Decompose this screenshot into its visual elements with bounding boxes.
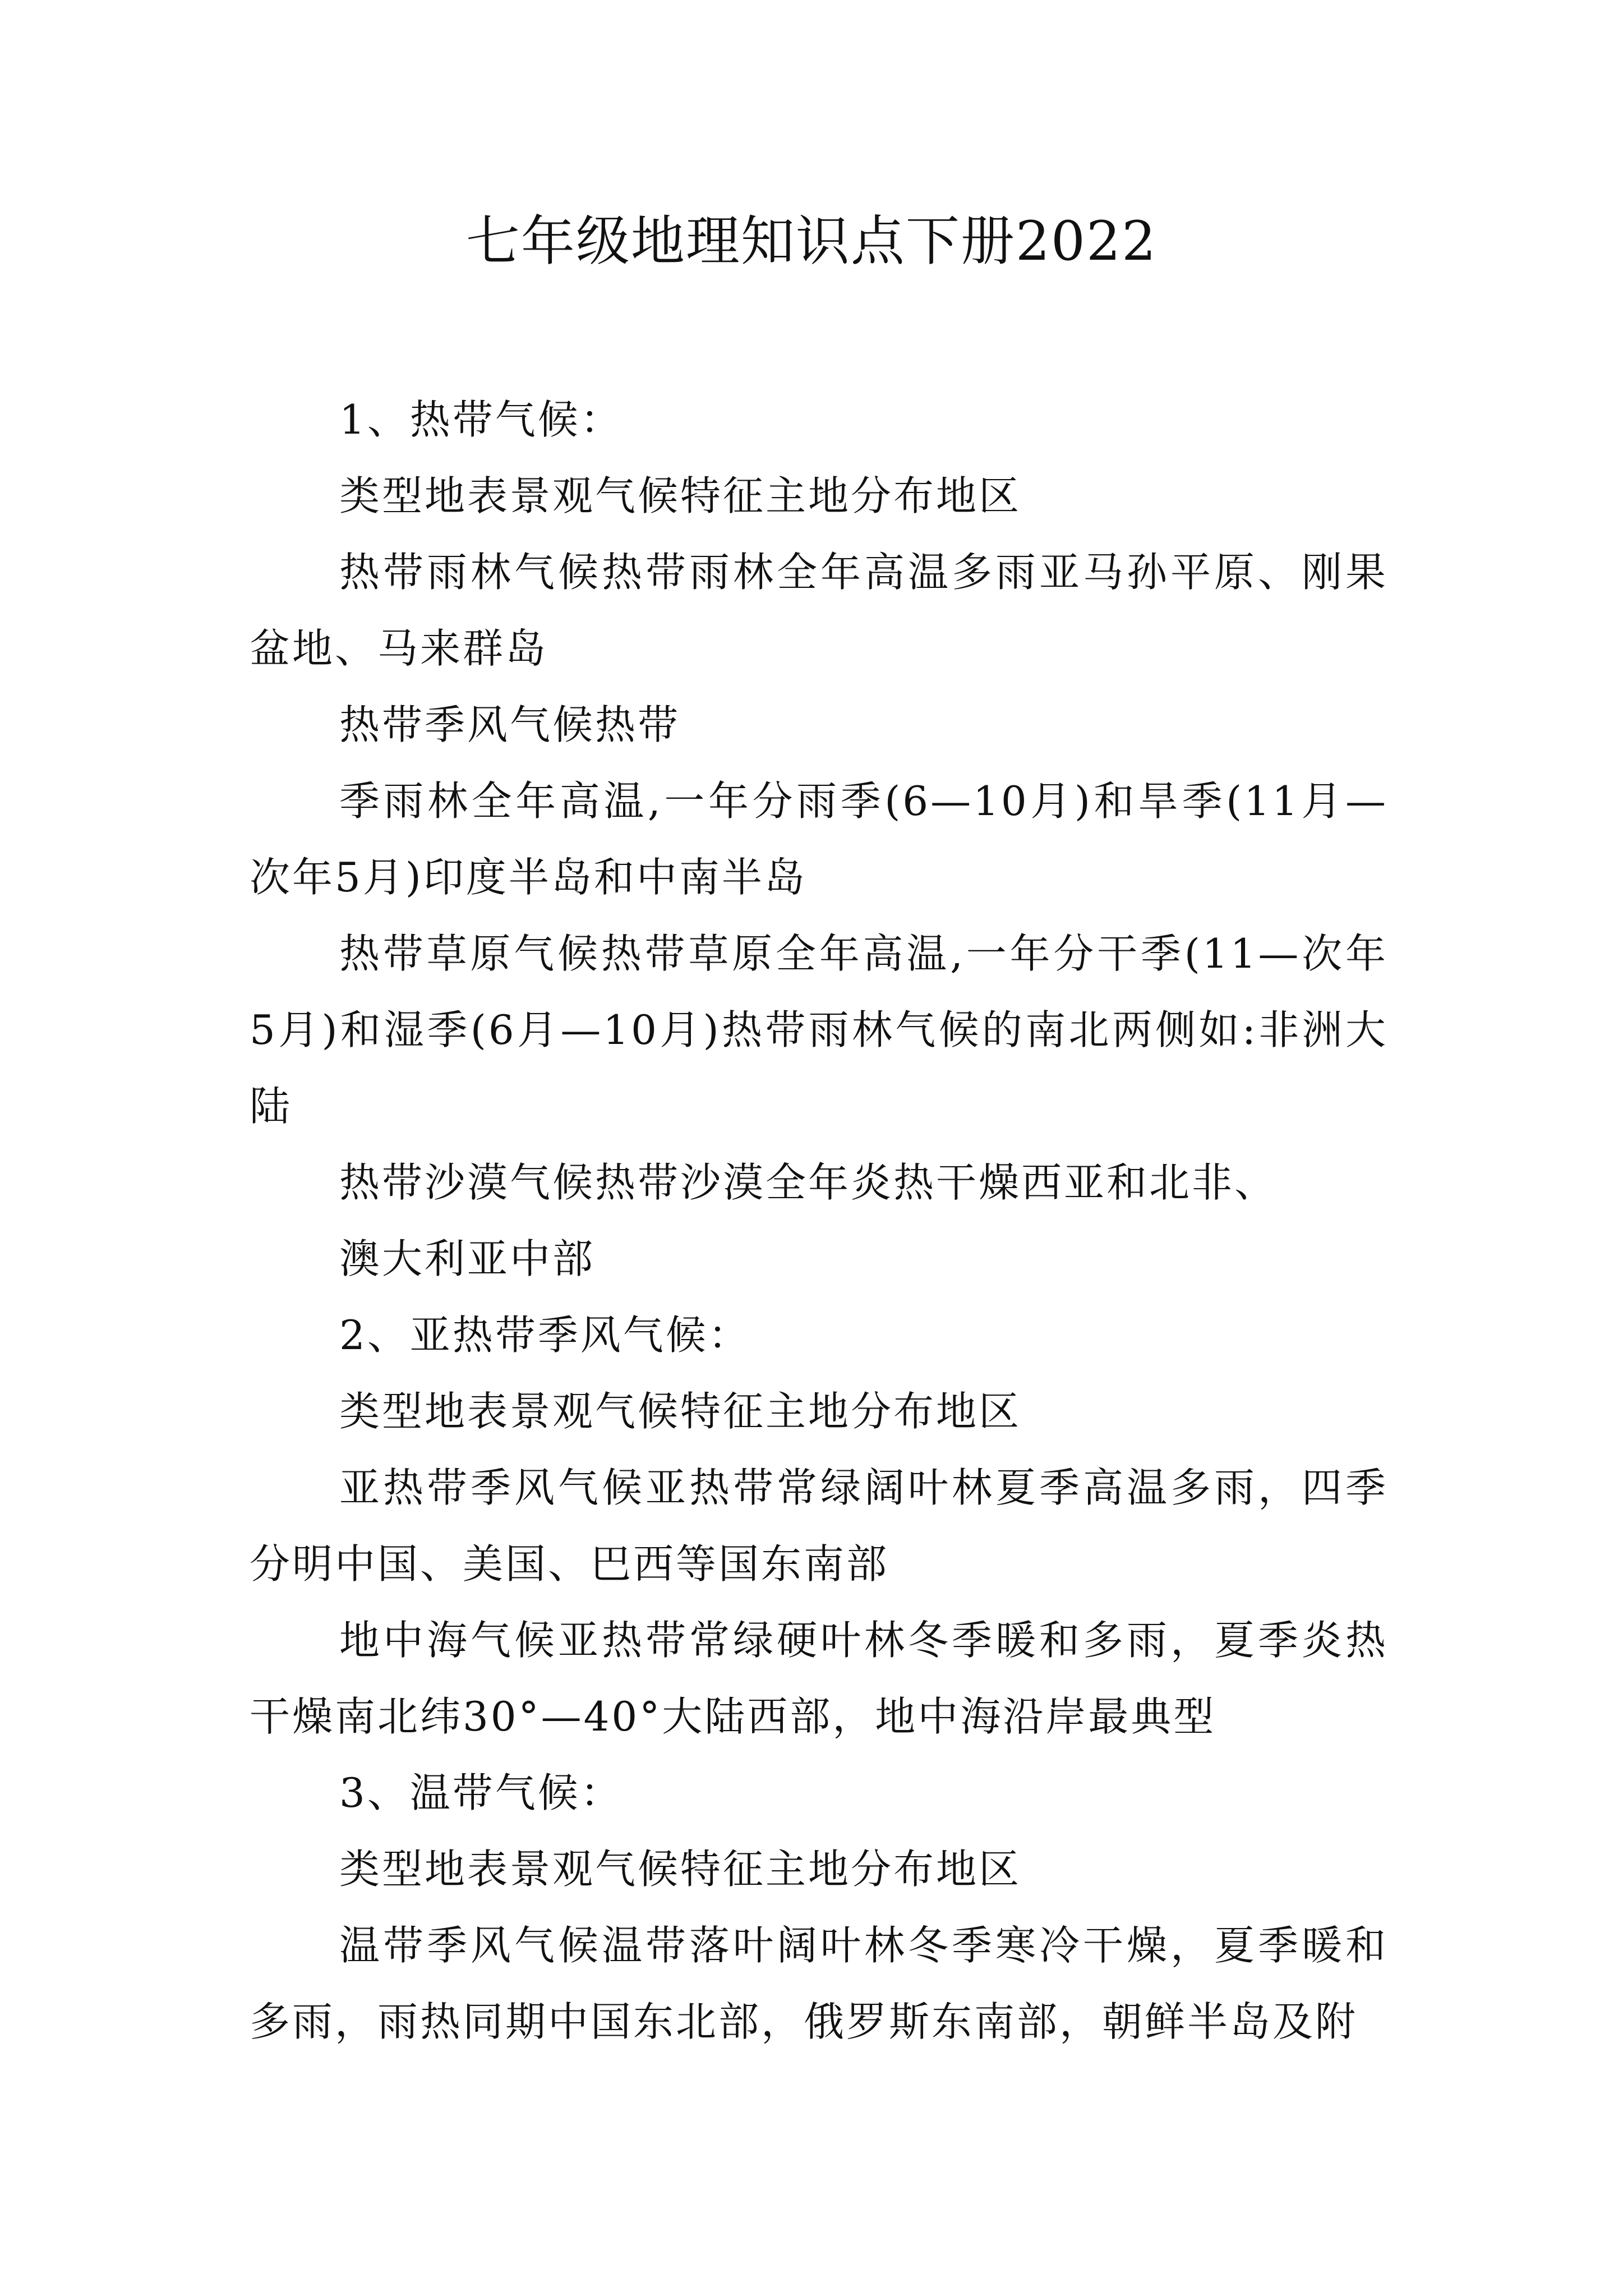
paragraph: 热带沙漠气候热带沙漠全年炎热干燥西亚和北非、 (339, 1159, 1278, 1206)
paragraph: 温带季风气候温带落叶阔叶林冬季寒冷干燥，夏季暖和多雨，雨热同期中国东北部，俄罗斯东南部，朝鲜半岛及附 (250, 1922, 1388, 2045)
paragraph: 类型地表景观气候特征主地分布地区 (339, 472, 1022, 519)
paragraph: 地中海气候亚热带常绿硬叶林冬季暖和多雨，夏季炎热干燥南北纬30°—40°大陆西部，地中海沿岸最典型 (250, 1617, 1388, 1740)
paragraph: 热带雨林气候热带雨林全年高温多雨亚马孙平原、刚果盆地、马来群岛 (250, 549, 1388, 672)
paragraph: 2、亚热带季风气候： (339, 1312, 751, 1359)
document-title: 七年级地理知识点下册2022 (465, 210, 1158, 273)
paragraph: 1、热带气候： (339, 396, 623, 443)
paragraph: 热带季风气候热带 (339, 701, 681, 748)
paragraph: 3、温带气候： (339, 1769, 623, 1816)
document-body (250, 381, 1388, 2060)
paragraph: 季雨林全年高温,一年分雨季(6—10月)和旱季(11月—次年5月)印度半岛和中南半岛 (250, 777, 1388, 901)
paragraph: 类型地表景观气候特征主地分布地区 (339, 1388, 1022, 1435)
paragraph: 澳大利亚中部 (339, 1235, 596, 1282)
paragraph: 热带草原气候热带草原全年高温,一年分干季(11—次年5月)和湿季(6月—10月)热带雨林气候的南北两侧如:非洲大陆 (250, 930, 1388, 1130)
paragraph: 类型地表景观气候特征主地分布地区 (339, 1846, 1022, 1893)
paragraph: 亚热带季风气候亚热带常绿阔叶林夏季高温多雨，四季分明中国、美国、巴西等国东南部 (250, 1464, 1388, 1588)
